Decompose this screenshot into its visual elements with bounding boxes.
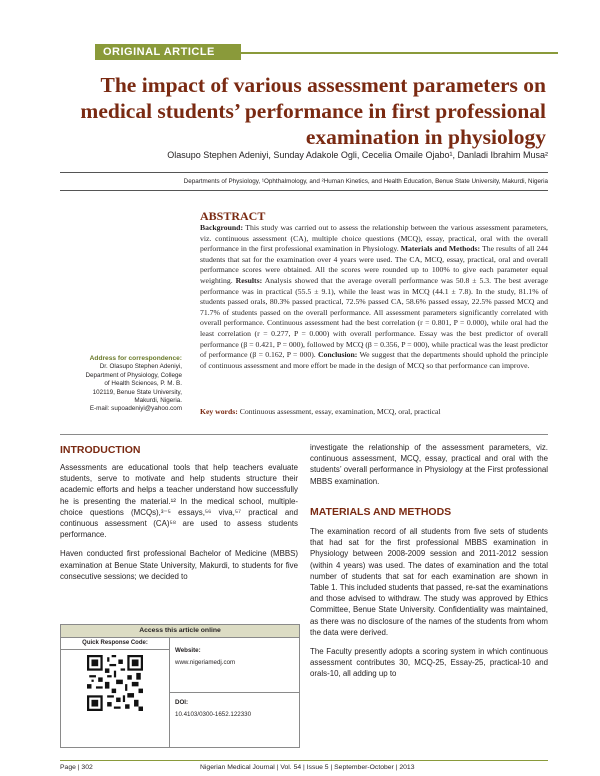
- abstract-body: [200, 223, 548, 371]
- correspondence-line: of Health Sciences, P. M. B.: [104, 380, 182, 388]
- results-label: Results:: [235, 275, 263, 285]
- access-box-title: Access this article online: [61, 625, 299, 638]
- doi-value[interactable]: 10.4103/0300-1652.122330: [175, 711, 252, 718]
- website-label: Website:: [175, 647, 201, 654]
- introduction-left-column: [60, 462, 298, 590]
- correspondence-heading: Address for correspondence:: [89, 355, 182, 362]
- correspondence-line: Makurdi, Nigeria.: [134, 397, 182, 405]
- abstract-heading: ABSTRACT: [200, 209, 266, 223]
- conclusion-text: We suggest that the departments should uphold the principle of continuous assessment and more effort be made in the design of MCQ so that performance can improve.: [200, 350, 548, 370]
- header-rule-bottom: [60, 190, 548, 191]
- results-text: Analysis showed that the average overall performance was 50.8 ± 5.3. The best average performance was in practical (55.5 ± 9.1), while the least was in MCQ (44.1 ± 7.8). In the study, 81.1% of students passed orals, 80.3% passed practical, 72.5% passed CA, 58.6% passed essay, 22.5% passed MCQ and 71.7% of students passed on the overall performance. All assessment parameters significantly correlated with overall performance. Continuous assessment had the best correlation (r = 0.801, P = 0.000), while oral had the least correlation (r = 0.277, P = 0.000) with overall performance. Essay was the best predictor of overall performance (β = 0.421, P = 000), followed by MCQ (β = 0.356, P = 000), while practical was the least predictor of performance (β = 0.162, P = 000).: [200, 275, 549, 360]
- keywords-text: Continuous assessment, essay, examination, MCQ, oral, practical: [239, 407, 441, 416]
- methods-text: The results of all 244 students that sat for the examination over 4 years were used. The CA, MCQ, essay, practical, oral and overall performance scores were obtained. All the scores were rounded up to 100% to give each parameter equal weighting.: [200, 244, 548, 285]
- methods-heading: MATERIALS AND METHODS: [310, 506, 452, 518]
- keywords-line: [200, 407, 548, 416]
- intro-paragraph-3: investigate the relationship of the assessment parameters, viz. continuous assessment, MCQ, essay, practical and oral with the students’ overall performance in Physiology at the First professional MBBS examination.: [310, 443, 548, 486]
- footer-rule: [60, 760, 548, 761]
- access-box-row-divider: [170, 692, 299, 693]
- qr-code-icon[interactable]: [87, 655, 143, 711]
- article-title: The impact of various assessment parameters on medical students’ performance in first professional examination in physiology: [80, 73, 546, 149]
- methods-body: [310, 526, 548, 688]
- page-number: Page | 302: [60, 764, 93, 771]
- background-label: Background:: [200, 223, 244, 232]
- correspondence-line: 102119, Benue State University,: [92, 388, 182, 396]
- keywords-label: Key words:: [200, 407, 238, 416]
- abstract-end-rule: [60, 434, 548, 435]
- doi-label: DOI:: [175, 699, 189, 706]
- methods-paragraph-1: The examination record of all students from five sets of students that had sat for the first professional MBBS examination in Physiology between 2008-2009 session and 2011-2012 session (within 4 years) was used. The dates of examination and the total number of students that sat for each examination are shown in Table 1. This included students that passed, re-sat the examinations and those advised to withdraw. The study was approved by Ethics Committee, Benue State University. Confidentiality was maintained, as there was no disclosure of the names of the students from whom the data were derived.: [310, 527, 548, 637]
- methods-label: Materials and Methods:: [400, 244, 481, 254]
- methods-paragraph-2: The Faculty presently adopts a scoring system in which continuous assessment contributes 30, MCQ-25, Essay-25, practical-10 and orals-10, all adding up to: [310, 647, 548, 679]
- author-list: Olasupo Stephen Adeniyi, Sunday Adakole Ogli, Cecelia Omaile Ojabo¹, Danladi Ibrahim Musa²: [167, 150, 548, 160]
- article-type-banner: ORIGINAL ARTICLE: [95, 44, 241, 60]
- intro-paragraph-1: Assessments are educational tools that help teachers evaluate students, serve to motivate and help students structure their academic efforts and helps a teacher understand how successfully he is presenting the material.¹² In the medical school, multiple-choice questions (MCQs),³⁻⁵ essays,⁵⁶ viva,⁵⁷ practical and continuous assessment (CA)⁵⁸ are used to assess students performance.: [60, 463, 298, 540]
- header-rule-top: [60, 172, 548, 173]
- introduction-right-column: [310, 442, 548, 495]
- introduction-heading: INTRODUCTION: [60, 444, 141, 456]
- correspondence-line: Dr. Olasupo Stephen Adeniyi,: [99, 363, 182, 371]
- correspondence-block: [60, 355, 182, 414]
- intro-paragraph-2: Haven conducted first professional Bachelor of Medicine (MBBS) examination at Benue State University, Makurdi, to students for five consecutive sessions; we decided to: [60, 549, 298, 581]
- affiliation-line: Departments of Physiology, ¹Ophthalmology, and ²Human Kinetics, and Health Education, Benue State University, Makurdi, Nigeria: [183, 178, 548, 185]
- correspondence-email[interactable]: E-mail: supoadeniyi@yahoo.com: [89, 405, 182, 413]
- conclusion-label: Conclusion:: [317, 350, 358, 360]
- correspondence-line: Department of Physiology, College: [85, 371, 182, 379]
- background-text: This study was carried out to assess the relationship between the various assessment parameters, viz. continuous assessment (CA), multiple choice questions (MCQ), essay, practical, oral with the overall performance in the first professional examination in Physiology.: [200, 223, 548, 254]
- website-link[interactable]: www.nigeriamedj.com: [175, 659, 236, 666]
- banner-divider: [233, 52, 558, 54]
- access-online-box: [60, 624, 300, 748]
- qr-code-label: Quick Response Code:: [61, 638, 169, 650]
- journal-citation: Nigerian Medical Journal | Vol. 54 | Issue 5 | September-October | 2013: [200, 764, 415, 771]
